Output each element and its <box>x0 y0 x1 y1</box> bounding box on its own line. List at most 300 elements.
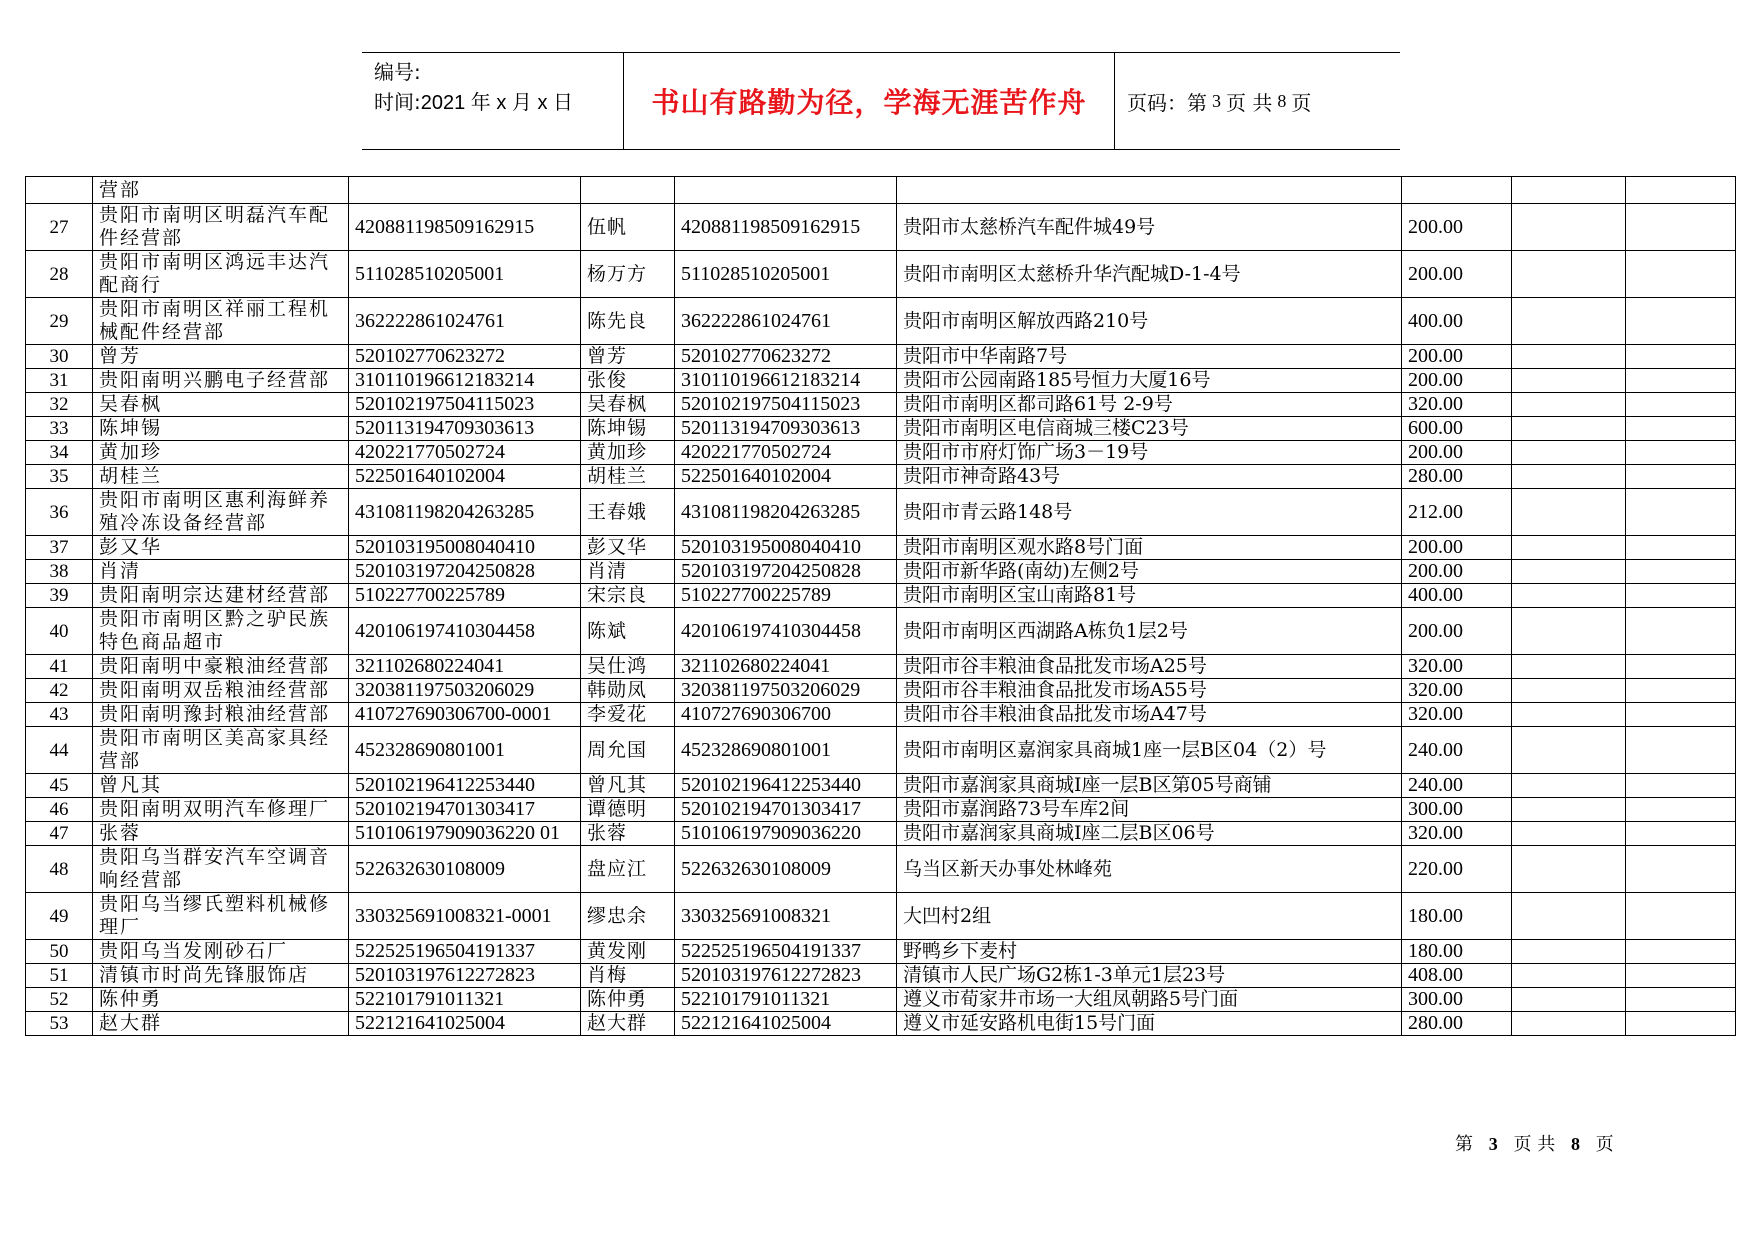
cell-address: 贵阳市南明区宝山南路81号 <box>897 584 1402 608</box>
table-row <box>26 774 1736 798</box>
cell-id: 520103195008040410 <box>349 536 581 560</box>
cell-person-id: 511028510205001 <box>675 251 897 298</box>
table-row <box>26 204 1736 251</box>
cell-person: 杨万方 <box>581 251 675 298</box>
cell-no: 49 <box>26 893 93 940</box>
number-label: 编号: <box>374 60 421 84</box>
cell-person: 彭又华 <box>581 536 675 560</box>
table-row <box>26 703 1736 727</box>
cell-no: 35 <box>26 465 93 489</box>
cell-person: 缪忠余 <box>581 893 675 940</box>
cell-extra-1 <box>1512 822 1626 846</box>
cell-extra-2 <box>1626 988 1736 1012</box>
table-row <box>26 465 1736 489</box>
cell-person-id: 420221770502724 <box>675 441 897 465</box>
cell-address: 野鸭乡下麦村 <box>897 940 1402 964</box>
cell-id: 511028510205001 <box>349 251 581 298</box>
table-body <box>26 177 1736 1036</box>
cell-extra-1 <box>1512 298 1626 345</box>
table-row <box>26 536 1736 560</box>
cell-extra-2 <box>1626 489 1736 536</box>
cell-address: 贵阳市新华路(南幼)左侧2号 <box>897 560 1402 584</box>
cell-person-id: 452328690801001 <box>675 727 897 774</box>
table-row-continuation <box>26 177 1736 204</box>
cell-id: 520102194701303417 <box>349 798 581 822</box>
cell-id: 321102680224041 <box>349 655 581 679</box>
cell-person-id: 520102197504115023 <box>675 393 897 417</box>
cell-no: 51 <box>26 964 93 988</box>
cell-person: 黄加珍 <box>581 441 675 465</box>
cell-extra-2 <box>1626 393 1736 417</box>
cell-name: 贵阳市南明区美高家具经营部 <box>93 727 349 774</box>
cell-person-id: 522121641025004 <box>675 1012 897 1036</box>
page-suffix: 页 <box>1291 90 1312 115</box>
cell-extra-1 <box>1512 393 1626 417</box>
cell-extra-2 <box>1626 465 1736 489</box>
cell-extra-2 <box>1626 679 1736 703</box>
cell-id: 520102197504115023 <box>349 393 581 417</box>
cell-amount: 300.00 <box>1402 988 1512 1012</box>
cell-amount: 400.00 <box>1402 584 1512 608</box>
cell-name: 贵阳南明兴鹏电子经营部 <box>93 369 349 393</box>
cell-amount: 320.00 <box>1402 655 1512 679</box>
cell-amount: 320.00 <box>1402 822 1512 846</box>
cell-extra-2 <box>1626 798 1736 822</box>
cell-person-id: 522101791011321 <box>675 988 897 1012</box>
cell-no: 30 <box>26 345 93 369</box>
cell-extra-2 <box>1626 560 1736 584</box>
cell-extra-2 <box>1626 1012 1736 1036</box>
cell-address: 贵阳市谷丰粮油食品批发市场A25号 <box>897 655 1402 679</box>
cell-amount: 320.00 <box>1402 679 1512 703</box>
cell-no: 53 <box>26 1012 93 1036</box>
cell-amount: 300.00 <box>1402 798 1512 822</box>
cell-amount: 200.00 <box>1402 560 1512 584</box>
table-row <box>26 727 1736 774</box>
cell-person <box>581 177 675 204</box>
cell-name: 张蓉 <box>93 822 349 846</box>
cell-person-id: 362222861024761 <box>675 298 897 345</box>
cell-no: 34 <box>26 441 93 465</box>
cell-person-id: 431081198204263285 <box>675 489 897 536</box>
table-row <box>26 988 1736 1012</box>
cell-no: 36 <box>26 489 93 536</box>
cell-person-id: 410727690306700 <box>675 703 897 727</box>
cell-name: 黄加珍 <box>93 441 349 465</box>
cell-id: 522525196504191337 <box>349 940 581 964</box>
cell-address: 贵阳市中华南路7号 <box>897 345 1402 369</box>
cell-extra-1 <box>1512 177 1626 204</box>
cell-address: 贵阳市南明区太慈桥升华汽配城D-1-4号 <box>897 251 1402 298</box>
cell-person: 张蓉 <box>581 822 675 846</box>
table-row <box>26 679 1736 703</box>
time-label: 时间: <box>374 90 421 114</box>
table-row <box>26 940 1736 964</box>
cell-person-id: 321102680224041 <box>675 655 897 679</box>
cell-person-id: 520102194701303417 <box>675 798 897 822</box>
cell-amount: 320.00 <box>1402 393 1512 417</box>
cell-extra-2 <box>1626 822 1736 846</box>
cell-name: 曾凡其 <box>93 774 349 798</box>
cell-id: 310110196612183214 <box>349 369 581 393</box>
cell-person: 陈坤锡 <box>581 417 675 441</box>
footer-prefix: 第 <box>1455 1134 1473 1155</box>
cell-amount: 180.00 <box>1402 940 1512 964</box>
cell-person: 胡桂兰 <box>581 465 675 489</box>
cell-address: 遵义市荀家井市场一大组凤朝路5号门面 <box>897 988 1402 1012</box>
cell-amount: 320.00 <box>1402 703 1512 727</box>
cell-no: 28 <box>26 251 93 298</box>
cell-id: 330325691008321-0001 <box>349 893 581 940</box>
cell-extra-2 <box>1626 703 1736 727</box>
table-row <box>26 345 1736 369</box>
cell-name: 营部 <box>93 177 349 204</box>
cell-extra-1 <box>1512 608 1626 655</box>
cell-amount: 200.00 <box>1402 251 1512 298</box>
cell-amount: 200.00 <box>1402 608 1512 655</box>
cell-no: 37 <box>26 536 93 560</box>
cell-person: 吴春枫 <box>581 393 675 417</box>
table-row <box>26 369 1736 393</box>
cell-no: 29 <box>26 298 93 345</box>
cell-id: 410727690306700-0001 <box>349 703 581 727</box>
cell-extra-1 <box>1512 655 1626 679</box>
page-mid: 页 共 <box>1226 90 1273 115</box>
cell-extra-1 <box>1512 988 1626 1012</box>
cell-no: 45 <box>26 774 93 798</box>
cell-extra-2 <box>1626 584 1736 608</box>
cell-name: 贵阳乌当缪氏塑料机械修理厂 <box>93 893 349 940</box>
cell-extra-2 <box>1626 441 1736 465</box>
cell-person-id: 520113194709303613 <box>675 417 897 441</box>
cell-extra-2 <box>1626 940 1736 964</box>
footer-current: 3 <box>1488 1134 1498 1154</box>
header-info <box>362 53 624 149</box>
cell-address: 贵阳市嘉润家具商城I座一层B区第05号商铺 <box>897 774 1402 798</box>
table-row <box>26 655 1736 679</box>
cell-amount: 240.00 <box>1402 727 1512 774</box>
cell-id: 362222861024761 <box>349 298 581 345</box>
cell-person-id: 330325691008321 <box>675 893 897 940</box>
cell-id: 522632630108009 <box>349 846 581 893</box>
cell-extra-2 <box>1626 298 1736 345</box>
cell-name: 贵阳市南明区黔之驴民族特色商品超市 <box>93 608 349 655</box>
footer-suffix: 页 <box>1595 1134 1614 1155</box>
cell-person: 宋宗良 <box>581 584 675 608</box>
cell-name: 肖清 <box>93 560 349 584</box>
cell-extra-2 <box>1626 251 1736 298</box>
cell-extra-1 <box>1512 846 1626 893</box>
cell-id: 520103197204250828 <box>349 560 581 584</box>
cell-extra-1 <box>1512 584 1626 608</box>
time-line <box>374 87 623 118</box>
cell-amount: 280.00 <box>1402 465 1512 489</box>
cell-extra-2 <box>1626 727 1736 774</box>
cell-extra-1 <box>1512 345 1626 369</box>
cell-no: 33 <box>26 417 93 441</box>
cell-no: 43 <box>26 703 93 727</box>
cell-extra-2 <box>1626 964 1736 988</box>
cell-amount: 200.00 <box>1402 345 1512 369</box>
cell-person-id: 320381197503206029 <box>675 679 897 703</box>
cell-extra-2 <box>1626 536 1736 560</box>
cell-person-id: 520102196412253440 <box>675 774 897 798</box>
cell-address: 贵阳市南明区观水路8号门面 <box>897 536 1402 560</box>
cell-person-id: 310110196612183214 <box>675 369 897 393</box>
cell-name: 贵阳南明豫封粮油经营部 <box>93 703 349 727</box>
cell-no: 38 <box>26 560 93 584</box>
cell-amount: 200.00 <box>1402 441 1512 465</box>
cell-person: 李爱花 <box>581 703 675 727</box>
cell-person-id: 510106197909036220 <box>675 822 897 846</box>
header-page-number <box>1115 53 1400 149</box>
cell-address: 大凹村2组 <box>897 893 1402 940</box>
cell-address: 贵阳市谷丰粮油食品批发市场A47号 <box>897 703 1402 727</box>
cell-name: 贵阳市南明区惠利海鲜养殖冷冻设备经营部 <box>93 489 349 536</box>
cell-address <box>897 177 1402 204</box>
cell-extra-2 <box>1626 893 1736 940</box>
cell-id: 520103197612272823 <box>349 964 581 988</box>
cell-extra-2 <box>1626 177 1736 204</box>
cell-name: 贵阳南明双明汽车修理厂 <box>93 798 349 822</box>
cell-no: 44 <box>26 727 93 774</box>
cell-extra-2 <box>1626 655 1736 679</box>
cell-extra-1 <box>1512 774 1626 798</box>
footer-mid: 页 共 <box>1513 1134 1556 1155</box>
cell-extra-1 <box>1512 536 1626 560</box>
cell-amount <box>1402 177 1512 204</box>
table-row <box>26 893 1736 940</box>
cell-person: 吴仕鸿 <box>581 655 675 679</box>
cell-person: 张俊 <box>581 369 675 393</box>
cell-id: 420106197410304458 <box>349 608 581 655</box>
cell-address: 贵阳市南明区都司路61号 2-9号 <box>897 393 1402 417</box>
cell-id: 520102770623272 <box>349 345 581 369</box>
cell-person-id <box>675 177 897 204</box>
table-row <box>26 584 1736 608</box>
cell-name: 陈坤锡 <box>93 417 349 441</box>
cell-extra-1 <box>1512 727 1626 774</box>
cell-extra-2 <box>1626 846 1736 893</box>
cell-no: 47 <box>26 822 93 846</box>
cell-address: 贵阳市市府灯饰广场3－19号 <box>897 441 1402 465</box>
cell-person: 肖梅 <box>581 964 675 988</box>
cell-person-id: 510227700225789 <box>675 584 897 608</box>
cell-amount: 200.00 <box>1402 536 1512 560</box>
cell-address: 贵阳市嘉润家具商城I座二层B区06号 <box>897 822 1402 846</box>
cell-address: 贵阳市南明区解放西路210号 <box>897 298 1402 345</box>
table-row <box>26 489 1736 536</box>
cell-no: 52 <box>26 988 93 1012</box>
cell-extra-2 <box>1626 204 1736 251</box>
cell-address: 遵义市延安路机电街15号门面 <box>897 1012 1402 1036</box>
cell-amount: 200.00 <box>1402 369 1512 393</box>
cell-person: 曾芳 <box>581 345 675 369</box>
cell-extra-1 <box>1512 964 1626 988</box>
cell-id: 420221770502724 <box>349 441 581 465</box>
cell-amount: 212.00 <box>1402 489 1512 536</box>
cell-id: 510227700225789 <box>349 584 581 608</box>
cell-id: 522101791011321 <box>349 988 581 1012</box>
cell-extra-1 <box>1512 465 1626 489</box>
cell-person: 肖清 <box>581 560 675 584</box>
cell-no: 31 <box>26 369 93 393</box>
cell-name: 贵阳南明中豪粮油经营部 <box>93 655 349 679</box>
cell-person: 韩勋凤 <box>581 679 675 703</box>
cell-amount: 408.00 <box>1402 964 1512 988</box>
cell-extra-1 <box>1512 204 1626 251</box>
cell-name: 贵阳市南明区明磊汽车配件经营部 <box>93 204 349 251</box>
cell-extra-1 <box>1512 893 1626 940</box>
cell-person: 陈仲勇 <box>581 988 675 1012</box>
cell-no <box>26 177 93 204</box>
table-row <box>26 822 1736 846</box>
cell-name: 曾芳 <box>93 345 349 369</box>
cell-extra-1 <box>1512 251 1626 298</box>
cell-name: 贵阳乌当发刚砂石厂 <box>93 940 349 964</box>
cell-person: 谭德明 <box>581 798 675 822</box>
cell-id: 522121641025004 <box>349 1012 581 1036</box>
cell-id: 522501640102004 <box>349 465 581 489</box>
cell-name: 贵阳市南明区祥丽工程机械配件经营部 <box>93 298 349 345</box>
cell-person: 赵大群 <box>581 1012 675 1036</box>
document-header <box>362 52 1400 150</box>
table-row <box>26 393 1736 417</box>
cell-amount: 240.00 <box>1402 774 1512 798</box>
table-row <box>26 846 1736 893</box>
cell-name: 彭又华 <box>93 536 349 560</box>
page-total: 8 <box>1277 90 1287 111</box>
cell-name: 清镇市时尚先锋服饰店 <box>93 964 349 988</box>
cell-extra-2 <box>1626 774 1736 798</box>
page-prefix: 页码：第 <box>1127 90 1207 115</box>
cell-person: 曾凡其 <box>581 774 675 798</box>
cell-no: 32 <box>26 393 93 417</box>
cell-person-id: 520102770623272 <box>675 345 897 369</box>
cell-amount: 220.00 <box>1402 846 1512 893</box>
cell-person: 周允国 <box>581 727 675 774</box>
cell-extra-1 <box>1512 703 1626 727</box>
cell-address: 贵阳市谷丰粮油食品批发市场A55号 <box>897 679 1402 703</box>
table-row <box>26 964 1736 988</box>
table-row <box>26 560 1736 584</box>
cell-address: 贵阳市南明区电信商城三楼C23号 <box>897 417 1402 441</box>
cell-person: 黄发刚 <box>581 940 675 964</box>
cell-person-id: 520103197612272823 <box>675 964 897 988</box>
cell-extra-2 <box>1626 417 1736 441</box>
page-current: 3 <box>1212 90 1221 111</box>
cell-address: 贵阳市青云路148号 <box>897 489 1402 536</box>
cell-extra-1 <box>1512 417 1626 441</box>
cell-amount: 180.00 <box>1402 893 1512 940</box>
cell-id <box>349 177 581 204</box>
cell-extra-1 <box>1512 940 1626 964</box>
cell-extra-1 <box>1512 441 1626 465</box>
footer-total: 8 <box>1570 1134 1580 1154</box>
cell-extra-2 <box>1626 345 1736 369</box>
cell-person-id: 420881198509162915 <box>675 204 897 251</box>
cell-id: 520102196412253440 <box>349 774 581 798</box>
cell-person: 陈斌 <box>581 608 675 655</box>
cell-id: 420881198509162915 <box>349 204 581 251</box>
cell-person: 盘应江 <box>581 846 675 893</box>
table-row <box>26 298 1736 345</box>
cell-address: 贵阳市嘉润路73号车库2间 <box>897 798 1402 822</box>
cell-extra-1 <box>1512 679 1626 703</box>
merchant-table <box>25 176 1736 1036</box>
cell-amount: 200.00 <box>1402 204 1512 251</box>
cell-amount: 400.00 <box>1402 298 1512 345</box>
cell-name: 贵阳乌当群安汽车空调音响经营部 <box>93 846 349 893</box>
cell-amount: 600.00 <box>1402 417 1512 441</box>
cell-person-id: 520103195008040410 <box>675 536 897 560</box>
motto: 书山有路勤为径，学海无涯苦作舟 <box>624 53 1115 149</box>
cell-id: 431081198204263285 <box>349 489 581 536</box>
table-row <box>26 798 1736 822</box>
cell-address: 贵阳市南明区嘉润家具商城1座一层B区04（2）号 <box>897 727 1402 774</box>
cell-extra-1 <box>1512 489 1626 536</box>
cell-address: 贵阳市南明区西湖路A栋负1层2号 <box>897 608 1402 655</box>
cell-name: 贵阳南明宗达建材经营部 <box>93 584 349 608</box>
cell-id: 520113194709303613 <box>349 417 581 441</box>
table-row <box>26 1012 1736 1036</box>
page-footer <box>1455 1130 1614 1156</box>
cell-extra-1 <box>1512 560 1626 584</box>
cell-no: 42 <box>26 679 93 703</box>
cell-person-id: 522632630108009 <box>675 846 897 893</box>
cell-name: 胡桂兰 <box>93 465 349 489</box>
cell-no: 40 <box>26 608 93 655</box>
cell-person-id: 522501640102004 <box>675 465 897 489</box>
cell-amount: 280.00 <box>1402 1012 1512 1036</box>
table-row <box>26 608 1736 655</box>
time-value: 2021 年 x 月 x 日 <box>420 92 574 114</box>
cell-id: 452328690801001 <box>349 727 581 774</box>
cell-name: 赵大群 <box>93 1012 349 1036</box>
cell-extra-2 <box>1626 369 1736 393</box>
cell-no: 27 <box>26 204 93 251</box>
cell-no: 50 <box>26 940 93 964</box>
cell-no: 48 <box>26 846 93 893</box>
cell-person-id: 522525196504191337 <box>675 940 897 964</box>
cell-address: 乌当区新天办事处林峰苑 <box>897 846 1402 893</box>
cell-address: 贵阳市公园南路185号恒力大厦16号 <box>897 369 1402 393</box>
cell-name: 吴春枫 <box>93 393 349 417</box>
cell-person: 伍帆 <box>581 204 675 251</box>
cell-extra-2 <box>1626 608 1736 655</box>
cell-address: 清镇市人民广场G2栋1-3单元1层23号 <box>897 964 1402 988</box>
table-row <box>26 417 1736 441</box>
cell-no: 41 <box>26 655 93 679</box>
cell-person-id: 420106197410304458 <box>675 608 897 655</box>
cell-address: 贵阳市太慈桥汽车配件城49号 <box>897 204 1402 251</box>
cell-id: 320381197503206029 <box>349 679 581 703</box>
cell-person: 王春娥 <box>581 489 675 536</box>
cell-no: 39 <box>26 584 93 608</box>
cell-id: 510106197909036220 01 <box>349 822 581 846</box>
cell-extra-1 <box>1512 798 1626 822</box>
cell-name: 贵阳市南明区鸿远丰达汽配商行 <box>93 251 349 298</box>
cell-extra-1 <box>1512 369 1626 393</box>
cell-person: 陈先良 <box>581 298 675 345</box>
cell-extra-1 <box>1512 1012 1626 1036</box>
table-row <box>26 251 1736 298</box>
cell-name: 贵阳南明双岳粮油经营部 <box>93 679 349 703</box>
cell-person-id: 520103197204250828 <box>675 560 897 584</box>
table-row <box>26 441 1736 465</box>
cell-address: 贵阳市神奇路43号 <box>897 465 1402 489</box>
cell-no: 46 <box>26 798 93 822</box>
